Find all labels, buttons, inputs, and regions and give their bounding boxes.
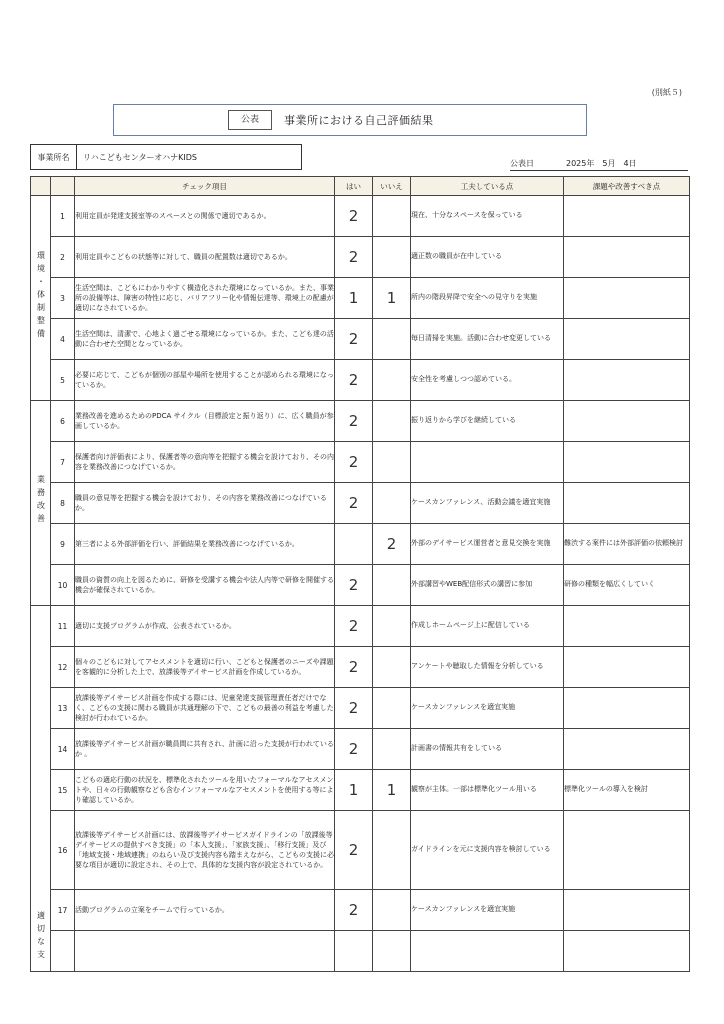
issue-note: 研修の種類を幅広くしていく: [564, 565, 690, 606]
yes-count: 2: [335, 811, 373, 890]
effort-note: ケースカンファレンス、活動会議を適宜実施: [411, 483, 564, 524]
category-improvement-label: 業務改善: [36, 475, 46, 527]
effort-note: アンケートや聴取した情報を分析している: [411, 647, 564, 688]
row-number: 8: [51, 483, 75, 524]
row-number: 13: [51, 688, 75, 729]
header-effort: 工夫している点: [411, 177, 564, 196]
issue-note: [564, 278, 690, 319]
check-item: 生活空間は、清潔で、心地よく過ごせる環境になっているか。また、こども達の活動に合わせた空間となっているか。: [75, 319, 335, 360]
check-item: 個々のこどもに対してアセスメントを適切に行い、こどもと保護者のニーズや課題を客観的に分析した上で、放課後等デイサービス計画を作成しているか。: [75, 647, 335, 688]
issue-note: [564, 890, 690, 931]
effort-note: 外部のデイサービス運営者と意見交換を実施: [411, 524, 564, 565]
effort-note: ケースカンファレンスを適宜実施: [411, 688, 564, 729]
title-box: [113, 104, 587, 136]
yes-count: 2: [335, 688, 373, 729]
effort-note: 観察が主体。一部は標準化ツール用いる: [411, 770, 564, 811]
annex-label: (別紙５): [651, 88, 682, 97]
yes-count: 2: [335, 442, 373, 483]
table-row: [31, 360, 690, 401]
yes-count: 2: [335, 401, 373, 442]
no-count: [373, 565, 411, 606]
office-name: リハこどもセンターオハナKIDS: [83, 152, 197, 162]
row-number: 3: [51, 278, 75, 319]
category-environment: [31, 196, 51, 401]
issue-note: [564, 442, 690, 483]
header-category: [31, 177, 51, 196]
table-row: [31, 401, 690, 442]
yes-count: [335, 931, 373, 972]
check-item: 職員の資質の向上を図るために、研修を受講する機会や法人内等で研修を開催する機会が確保されているか。: [75, 565, 335, 606]
row-number: 2: [51, 237, 75, 278]
row-number: [51, 931, 75, 972]
row-number: 14: [51, 729, 75, 770]
table-row: [31, 483, 690, 524]
issue-note: [564, 688, 690, 729]
yes-count: 2: [335, 237, 373, 278]
issue-note: [564, 319, 690, 360]
no-count: [373, 442, 411, 483]
publication-date-value: 2025年 5月 4日: [566, 159, 637, 168]
no-count: [373, 729, 411, 770]
issue-note: [564, 360, 690, 401]
no-count: 2: [373, 524, 411, 565]
check-item: [75, 931, 335, 972]
no-count: [373, 237, 411, 278]
issue-note: [564, 237, 690, 278]
table-row: [31, 524, 690, 565]
row-number: 11: [51, 606, 75, 647]
table-row: [31, 811, 690, 890]
row-number: 12: [51, 647, 75, 688]
issue-note: [564, 196, 690, 237]
effort-note: 振り返りから学びを継続している: [411, 401, 564, 442]
table-row: [31, 890, 690, 931]
header-issue: 課題や改善すべき点: [564, 177, 690, 196]
no-count: [373, 401, 411, 442]
check-item: 業務改善を進めるためのPDCA サイクル（目標設定と振り返り）に、広く職員が参画しているか。: [75, 401, 335, 442]
check-item: 第三者による外部評価を行い、評価結果を業務改善につなげているか。: [75, 524, 335, 565]
table-row: [31, 729, 690, 770]
effort-note: 毎日清掃を実施。活動に合わせ変更している: [411, 319, 564, 360]
row-number: 10: [51, 565, 75, 606]
no-count: [373, 196, 411, 237]
no-count: [373, 890, 411, 931]
table-row: [31, 770, 690, 811]
no-count: [373, 811, 411, 890]
table-row: [31, 647, 690, 688]
row-number: 1: [51, 196, 75, 237]
effort-note: 作成しホームページ上に配信している: [411, 606, 564, 647]
issue-note: [564, 606, 690, 647]
issue-note: 難渋する案件には外部評価の依頼検討: [564, 524, 690, 565]
effort-note: [411, 931, 564, 972]
check-item: 放課後等デイサービス計画が職員間に共有され、計画に沿った支援が行われているか 。: [75, 729, 335, 770]
no-count: [373, 360, 411, 401]
header-number: [51, 177, 75, 196]
page-title: 事業所における自己評価結果: [284, 114, 434, 127]
check-item: 活動プログラムの立案をチームで行っているか。: [75, 890, 335, 931]
effort-note: ケースカンファレンスを適宜実施: [411, 890, 564, 931]
no-count: [373, 606, 411, 647]
yes-count: 2: [335, 606, 373, 647]
yes-count: 2: [335, 319, 373, 360]
evaluation-table: [30, 176, 690, 972]
yes-count: 2: [335, 565, 373, 606]
check-item: 職員の意見等を把握する機会を設けており、その内容を業務改善につなげているか。: [75, 483, 335, 524]
effort-note: 所内の階段昇降で安全への見守りを実施: [411, 278, 564, 319]
yes-count: 1: [335, 278, 373, 319]
check-item: 利用定員やこどもの状態等に対して、職員の配置数は適切であるか。: [75, 237, 335, 278]
no-count: [373, 688, 411, 729]
table-row: [31, 442, 690, 483]
check-item: こどもの適応行動の状況を、標準化されたツールを用いたフォーマルなアセスメントや、日々の行動観察なども含むインフォーマルなアセスメントを使用する等により確認しているか。: [75, 770, 335, 811]
issue-note: [564, 647, 690, 688]
effort-note: [411, 442, 564, 483]
table-row: [31, 196, 690, 237]
yes-count: [335, 524, 373, 565]
table-row: [31, 606, 690, 647]
issue-note: [564, 811, 690, 890]
table-row: [31, 237, 690, 278]
yes-count: 2: [335, 483, 373, 524]
header-check-item: チェック項目: [75, 177, 335, 196]
issue-note: [564, 931, 690, 972]
effort-note: 計画書の情報共有をしている: [411, 729, 564, 770]
check-item: 必要に応じて、こどもが個別の部屋や場所を使用することが認められる環境になっているか。: [75, 360, 335, 401]
check-item: 放課後等デイサービス計画を作成する際には、児童発達支援管理責任者だけでなく、こどもの支援に関わる職員が共通理解の下で、こどもの最善の利益を考慮した検討が行われているか。: [75, 688, 335, 729]
effort-note: 外部講習やWEB配信形式の講習に参加: [411, 565, 564, 606]
publication-date-label: 公表日: [510, 159, 534, 168]
effort-note: 適正数の職員が在中している: [411, 237, 564, 278]
category-environment-label: 環境・体制整備: [36, 250, 46, 342]
public-tag: 公表: [228, 110, 272, 130]
row-number: 7: [51, 442, 75, 483]
office-label: 事業所名: [31, 145, 77, 169]
issue-note: [564, 483, 690, 524]
yes-count: 2: [335, 196, 373, 237]
no-count: [373, 319, 411, 360]
effort-note: ガイドラインを元に支援内容を検討している: [411, 811, 564, 890]
row-number: 9: [51, 524, 75, 565]
no-count: [373, 483, 411, 524]
table-row: [31, 688, 690, 729]
row-number: 17: [51, 890, 75, 931]
yes-count: 1: [335, 770, 373, 811]
no-count: 1: [373, 278, 411, 319]
no-count: [373, 647, 411, 688]
yes-count: 2: [335, 360, 373, 401]
effort-note: 安全性を考慮しつつ認めている。: [411, 360, 564, 401]
yes-count: 2: [335, 647, 373, 688]
check-item: 利用定員が発達支援室等のスペースとの関係で適切であるか。: [75, 196, 335, 237]
row-number: 15: [51, 770, 75, 811]
check-item: 保護者向け評価表により、保護者等の意向等を把握する機会を設けており、その内容を業務改善につなげているか。: [75, 442, 335, 483]
row-number: 4: [51, 319, 75, 360]
issue-note: [564, 729, 690, 770]
row-number: 5: [51, 360, 75, 401]
issue-note: 標準化ツールの導入を検討: [564, 770, 690, 811]
header-yes: はい: [335, 177, 373, 196]
header-no: いいえ: [373, 177, 411, 196]
check-item: 生活空間は、こどもにわかりやすく構造化された環境になっているか。また、事業所の設備等は、障害の特性に応じ、バリアフリー化や情報伝達等、環境上の配慮が適切になされているか。: [75, 278, 335, 319]
no-count: 1: [373, 770, 411, 811]
category-support-label: 適切な支: [36, 911, 46, 963]
row-number: 16: [51, 811, 75, 890]
table-header-row: [31, 177, 690, 196]
check-item: 適切に支援プログラムが作成、公表されているか。: [75, 606, 335, 647]
publication-date: [510, 157, 688, 171]
yes-count: 2: [335, 729, 373, 770]
table-row: [31, 319, 690, 360]
table-row-continuation: [31, 931, 690, 972]
category-improvement: [31, 401, 51, 606]
office-box: [30, 144, 302, 170]
yes-count: 2: [335, 890, 373, 931]
row-number: 6: [51, 401, 75, 442]
table-row: [31, 565, 690, 606]
check-item: 放課後等デイサービス計画には、放課後等デイサービスガイドラインの「放課後等デイサービスの提供すべき支援」の「本人支援」、「家族支援」、「移行支援」及び「地域支援・地域連携」のねらい及び支援内容も踏まえながら、こどもの支援に必要な項目が適切に設定され、その上で、具体的な支援内容が設定されているか。: [75, 811, 335, 890]
effort-note: 現在、十分なスペースを保っている: [411, 196, 564, 237]
table-row: [31, 278, 690, 319]
issue-note: [564, 401, 690, 442]
no-count: [373, 931, 411, 972]
category-support: [31, 606, 51, 972]
